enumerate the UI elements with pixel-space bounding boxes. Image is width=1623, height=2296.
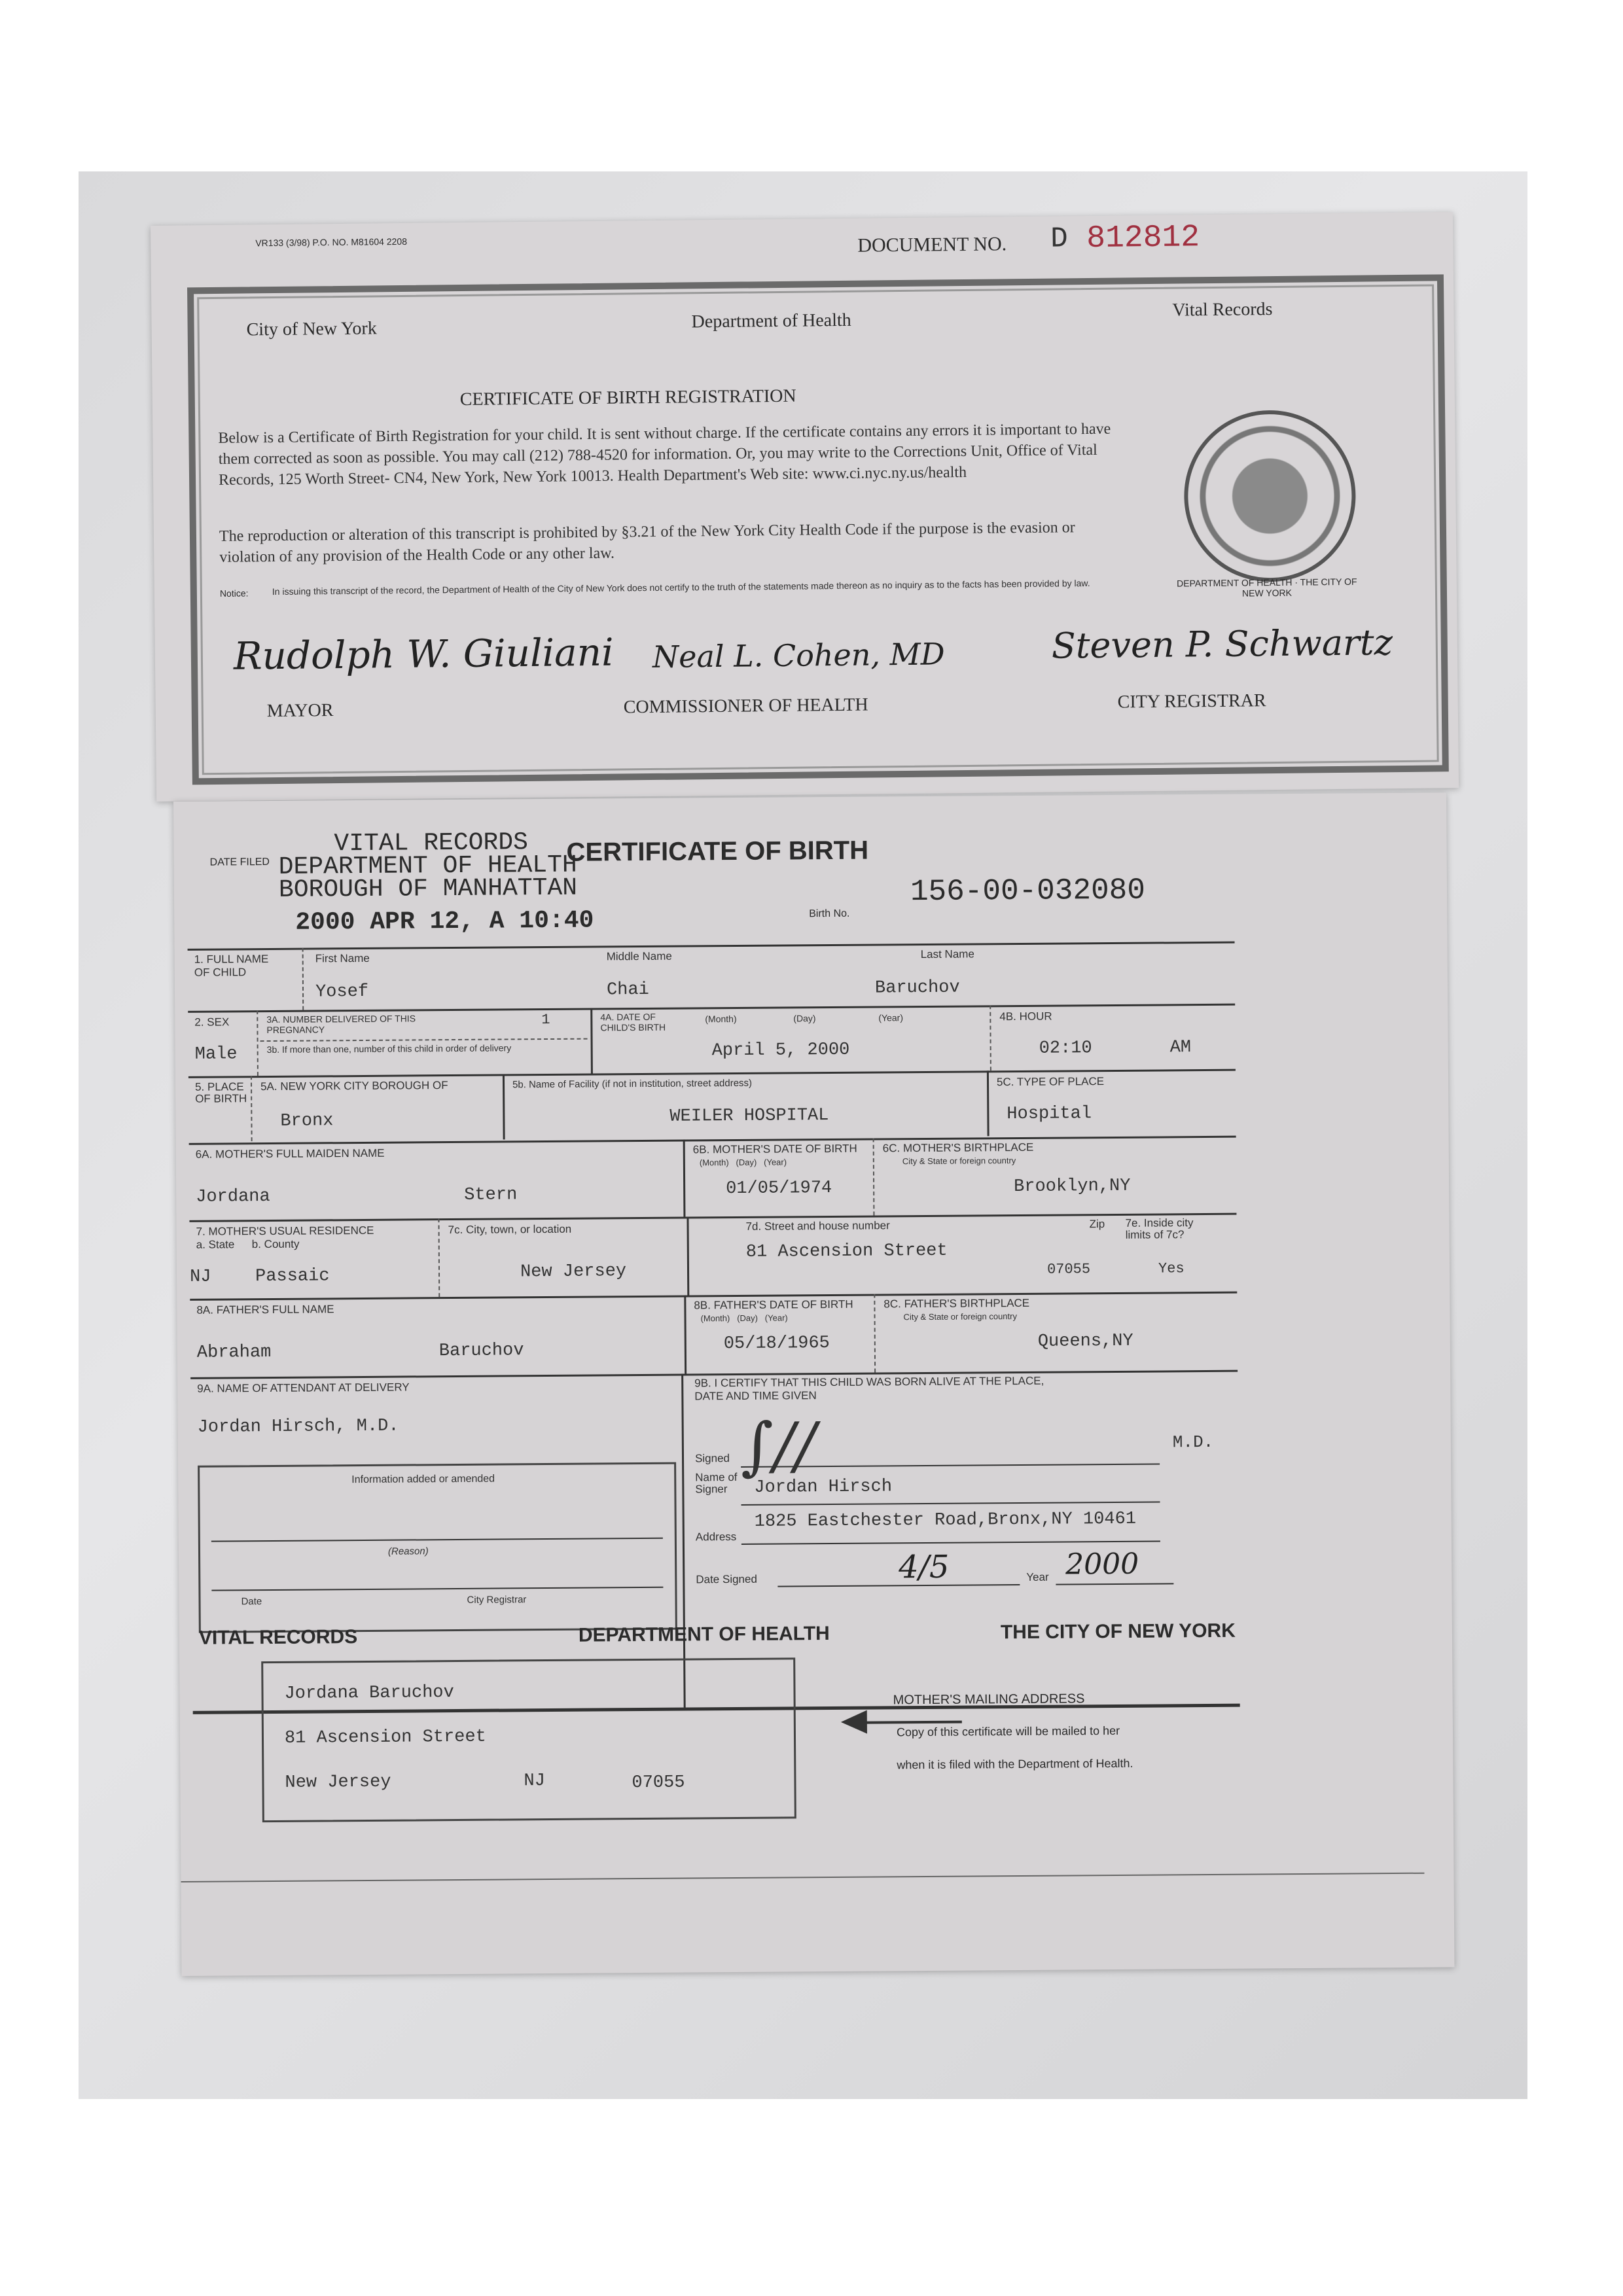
father-dob: 05/18/1965 — [723, 1333, 830, 1354]
father-last-name: Baruchov — [438, 1341, 524, 1362]
facility-name: WEILER HOSPITAL — [669, 1106, 829, 1127]
father-dob-sub: (Month) (Day) (Year) — [700, 1313, 788, 1324]
stamp-line2: DEPARTMENT OF HEALTH — [278, 851, 577, 881]
borough: Bronx — [280, 1111, 334, 1131]
father-birthplace: Queens,NY — [1037, 1331, 1133, 1352]
amend-date-label: Date — [241, 1596, 262, 1608]
birth-date: April 5, 2000 — [711, 1040, 850, 1061]
footer-department: DEPARTMENT OF HEALTH — [578, 1623, 830, 1646]
amendment-box — [198, 1462, 677, 1633]
father-dob-label: 8B. FATHER'S DATE OF BIRTH — [694, 1298, 853, 1312]
zip-label: Zip — [1089, 1218, 1105, 1231]
signer-name: Jordan Hirsch — [754, 1477, 893, 1498]
certificate-title: CERTIFICATE OF BIRTH — [566, 836, 869, 867]
mail-zip: 07055 — [632, 1773, 685, 1793]
amend-registrar-label: City Registrar — [467, 1594, 527, 1606]
place-label: 5. PLACE OF BIRTH — [194, 1080, 247, 1105]
notice-sheet — [151, 212, 1459, 802]
mother-dob-sub: (Month) (Day) (Year) — [699, 1157, 787, 1168]
place-type: Hospital — [1007, 1104, 1092, 1125]
attendant-name: Jordan Hirsch, M.D. — [197, 1416, 399, 1438]
division-label: Vital Records — [1172, 299, 1273, 321]
mother-birthplace-label: 6C. MOTHER'S BIRTHPLACE — [882, 1140, 1034, 1155]
father-first-name: Abraham — [196, 1342, 272, 1363]
instructions-paragraph: Below is a Certificate of Birth Registration for your child. It is sent without charge. If the certificate contains any errors it is important to have them corrected as soon as possible. You may call (212) 788-4520 for information. Or, you may write to the Corrections Unit, Office of Vital Records, 125 Worth Street- CN4, New York, New York 10013. Health Department's Web site: www.ci.nyc.ny.us/health — [218, 420, 1111, 489]
stamp-line1: VITAL RECORDS — [334, 828, 529, 858]
order-of-delivery-label: 3b. If more than one, number of this child in order of delivery — [266, 1042, 512, 1055]
document-no-value: 812812 — [1086, 220, 1200, 257]
inside-limits: Yes — [1158, 1260, 1185, 1277]
signed-label: Signed — [694, 1452, 730, 1465]
date-signed: 4/5 — [899, 1548, 950, 1586]
year-label: Year — [1026, 1570, 1049, 1583]
residence-county-label: b. County — [251, 1237, 300, 1251]
child-first-name: Yosef — [315, 981, 369, 1002]
document-no-label: DOCUMENT NO. — [857, 233, 1007, 256]
footer-city: THE CITY OF NEW YORK — [1000, 1619, 1236, 1644]
stamp-line3: BOROUGH OF MANHATTAN — [278, 874, 578, 904]
residence-state: NJ — [189, 1267, 211, 1287]
commissioner-signature: Neal L. Cohen, MD — [652, 636, 945, 675]
borough-label: 5A. NEW YORK CITY BOROUGH OF — [260, 1079, 448, 1093]
hour-label: 4B. HOUR — [999, 1010, 1052, 1023]
address-label: Address — [695, 1530, 737, 1544]
certify-label: 9B. I CERTIFY THAT THIS CHILD WAS BORN ALIVE AT THE PLACE, DATE AND TIME GIVEN — [694, 1374, 1044, 1403]
mail-note-2: when it is filed with the Department of Health. — [897, 1756, 1133, 1772]
commissioner-title: COMMISSIONER OF HEALTH — [623, 694, 868, 718]
mail-note-1: Copy of this certificate will be mailed to her — [896, 1723, 1120, 1739]
department-label: Department of Health — [691, 309, 851, 332]
mail-heading: MOTHER'S MAILING ADDRESS — [893, 1691, 1085, 1708]
mother-first-name: Jordana — [196, 1186, 270, 1207]
city-label: City of New York — [246, 318, 377, 340]
father-name-label: 8A. FATHER'S FULL NAME — [196, 1303, 334, 1316]
mother-last-name: Stern — [464, 1185, 518, 1205]
facility-label: 5b. Name of Facility (if not in institution, street address) — [512, 1077, 753, 1091]
notice-text: In issuing this transcript of the record, the Department of Health of the City of New York does not certify to the truth of the statements made thereon as no inquiry as to the facts has been provided by law. — [272, 577, 1090, 597]
birth-no-label: Birth No. — [809, 908, 850, 920]
child-sex: Male — [194, 1044, 238, 1065]
child-middle-name: Chai — [606, 980, 649, 1000]
form-code: VR133 (3/98) P.O. NO. M81604 2208 — [255, 236, 408, 249]
mail-state: NJ — [524, 1771, 545, 1792]
birth-hour: 02:10 — [1039, 1038, 1092, 1059]
date-filed-label: DATE FILED — [209, 856, 270, 868]
first-name-label: First Name — [315, 951, 370, 965]
birth-certificate-sheet — [173, 792, 1454, 1976]
birth-year-label: (Year) — [878, 1012, 904, 1023]
attendant-label: 9A. NAME OF ATTENDANT AT DELIVERY — [197, 1381, 410, 1395]
notice-title: CERTIFICATE OF BIRTH REGISTRATION — [459, 385, 796, 410]
stamp-date: 2000 APR 12, A 10:40 — [295, 906, 594, 937]
seal-text: DEPARTMENT OF HEALTH · THE CITY OF NEW YORK — [1177, 576, 1357, 599]
residence-county: Passaic — [255, 1266, 330, 1287]
prohibition-paragraph: The reproduction or alteration of this transcript is prohibited by §3.21 of the New York City Health Code if the purpose is the evasion or violation of any provision of the Health Code or any other law. — [219, 519, 1075, 566]
registrar-signature: Steven P. Schwartz — [1051, 622, 1393, 667]
mayor-signature: Rudolph W. Giuliani — [233, 629, 614, 679]
date-signed-label: Date Signed — [696, 1572, 757, 1586]
birth-date-label: 4A. DATE OF CHILD'S BIRTH — [600, 1011, 666, 1033]
middle-name-label: Middle Name — [606, 949, 672, 963]
mother-name-label: 6A. MOTHER'S FULL MAIDEN NAME — [195, 1146, 385, 1161]
notice-label: Notice: — [219, 588, 249, 599]
reason-label: (Reason) — [387, 1545, 429, 1557]
document-no-letter: D — [1050, 222, 1068, 256]
registrar-title: CITY REGISTRAR — [1117, 690, 1266, 713]
mayor-title: MAYOR — [266, 700, 334, 722]
birth-month-label: (Month) — [705, 1014, 737, 1025]
residence-street: 81 Ascension Street — [745, 1241, 948, 1262]
father-birthplace-sub: City & State or foreign country — [903, 1311, 1017, 1322]
residence-city: New Jersey — [520, 1262, 627, 1282]
signer-name-label: Name of Signer — [695, 1471, 738, 1496]
mail-arrow — [861, 1721, 962, 1724]
sex-label: 2. SEX — [194, 1016, 230, 1029]
md-label: M.D. — [1172, 1432, 1214, 1453]
residence-state-label: a. State — [196, 1238, 235, 1251]
residence-street-label: 7d. Street and house number — [745, 1219, 890, 1233]
place-type-label: 5C. TYPE OF PLACE — [996, 1075, 1105, 1089]
residence-city-label: 7c. City, town, or location — [448, 1222, 572, 1237]
attendant-signature: ∫∕∕ — [740, 1409, 816, 1483]
birth-number: 156-00-032080 — [910, 873, 1146, 910]
birth-ampm: AM — [1169, 1038, 1192, 1058]
mother-birthplace-sub: City & State or foreign country — [902, 1156, 1016, 1167]
footer-vital-records: VITAL RECORDS — [198, 1626, 358, 1649]
father-birthplace-label: 8C. FATHER'S BIRTHPLACE — [883, 1296, 1030, 1311]
mother-dob: 01/05/1974 — [726, 1178, 832, 1199]
number-delivered-label: 3A. NUMBER DELIVERED OF THIS PREGNANCY — [266, 1013, 416, 1036]
mother-dob-label: 6B. MOTHER'S DATE OF BIRTH — [692, 1142, 857, 1156]
year-signed: 2000 — [1065, 1547, 1139, 1581]
mother-birthplace: Brooklyn,NY — [1014, 1176, 1131, 1197]
amendment-label: Information added or amended — [351, 1473, 495, 1486]
child-last-name: Baruchov — [874, 978, 960, 998]
mail-name: Jordana Baruchov — [284, 1683, 454, 1704]
residence-zip: 07055 — [1046, 1261, 1091, 1278]
inside-limits-label: 7e. Inside city limits of 7c? — [1125, 1216, 1194, 1241]
mail-street: 81 Ascension Street — [284, 1727, 486, 1748]
field-1-label: 1. FULL NAME OF CHILD — [194, 952, 269, 979]
mail-city: New Jersey — [285, 1772, 391, 1793]
arrow-head-icon — [841, 1710, 867, 1734]
signer-address: 1825 Eastchester Road,Bronx,NY 10461 — [754, 1509, 1137, 1532]
residence-label: 7. MOTHER'S USUAL RESIDENCE — [196, 1224, 374, 1238]
last-name-label: Last Name — [920, 947, 974, 961]
birth-day-label: (Day) — [793, 1013, 816, 1024]
number-delivered: 1 — [541, 1011, 550, 1029]
